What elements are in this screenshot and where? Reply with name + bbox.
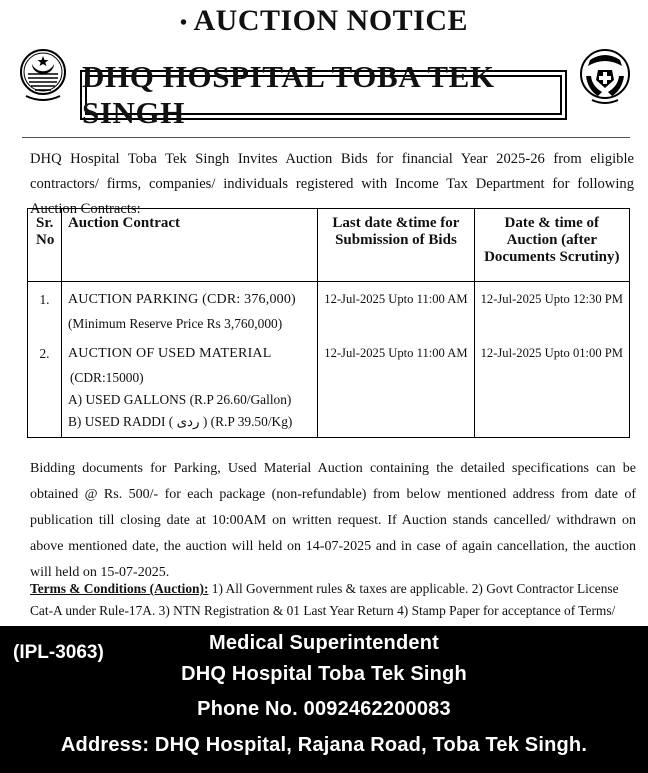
terms-text: 1) All Government rules & taxes are applicable. 2) Govt Contractor License Cat-A under Rule-17A. 3) NTN Registration & 01 Last Year Return 4) Stamp Paper for acceptance of Terms/ — [30, 581, 619, 618]
notice-title-text: AUCTION NOTICE — [193, 4, 469, 37]
header-divider — [22, 137, 630, 138]
health-department-emblem-icon — [578, 46, 633, 106]
contract-name: AUCTION OF USED MATERIAL — [67, 345, 272, 361]
intro-paragraph: DHQ Hospital Toba Tek Singh Invites Auction Bids for financial Year 2025-26 from eligible contractors/ firms, companies/ individuals registered with Income Tax Department for following Auction Contracts: — [30, 151, 634, 217]
table-row — [28, 282, 630, 342]
hospital-banner: DHQ HOSPITAL TOBA TEK SINGH — [80, 70, 567, 120]
terms-label: Terms & Conditions (Auction): — [30, 581, 209, 596]
footer-contact-block — [0, 626, 648, 773]
phone-number: Phone No. 0092462200083 — [197, 698, 451, 720]
contract-item-gallons: A) USED GALLONS (R.P 26.60/Gallon) — [67, 391, 292, 407]
header-sr-no: Sr. No — [28, 209, 62, 282]
table-row — [28, 342, 630, 438]
row-contract — [61, 342, 317, 438]
punjab-government-emblem-icon — [18, 46, 68, 104]
bidding-documents-paragraph: Bidding documents for Parking, Used Material Auction containing the detailed specifications can be obtained @ Rs. 500/- for each package (non-refundable) from below mentioned address from date of publication till closing date at 10:00AM on written request. If Auction stands cancelled/ withdrawn on above mentioned date, the auction will held on 14-07-2025 and in case of again cancellation, the auction will held on 15-07-2025. — [30, 461, 636, 580]
hospital-name: DHQ Hospital Toba Tek Singh — [181, 663, 467, 685]
header-auction-date: Date & time of Auction (after Documents Scrutiny) — [474, 209, 629, 282]
row-auction-date: 12-Jul-2025 Upto 12:30 PM — [474, 282, 629, 342]
table-header-row — [28, 209, 630, 282]
contract-reserve-price: (Minimum Reserve Price Rs 3,760,000) — [67, 316, 283, 331]
auction-table — [27, 208, 630, 438]
reference-code: (IPL-3063) — [13, 642, 104, 663]
row-last-date: 12-Jul-2025 Upto 11:00 AM — [318, 342, 474, 438]
designation: Medical Superintendent — [209, 632, 439, 654]
row-sr-no: 2. — [28, 342, 62, 438]
notice-title — [0, 4, 648, 38]
address: Address: DHQ Hospital, Rajana Road, Toba Tek Singh. — [60, 734, 588, 756]
row-sr-no: 1. — [28, 282, 62, 342]
header-auction-contract: Auction Contract — [61, 209, 317, 282]
contract-item-raddi: B) USED RADDI ( ردی ) (R.P 39.50/Kg) — [67, 413, 293, 429]
contract-cdr: (CDR:15000) — [69, 369, 144, 385]
row-auction-date: 12-Jul-2025 Upto 01:00 PM — [474, 342, 629, 438]
contract-name: AUCTION PARKING (CDR: 376,000) — [67, 292, 296, 307]
header-last-date: Last date &time for Submission of Bids — [318, 209, 474, 282]
row-contract — [61, 282, 317, 342]
title-bullet: • — [179, 11, 188, 34]
row-last-date: 12-Jul-2025 Upto 11:00 AM — [318, 282, 474, 342]
